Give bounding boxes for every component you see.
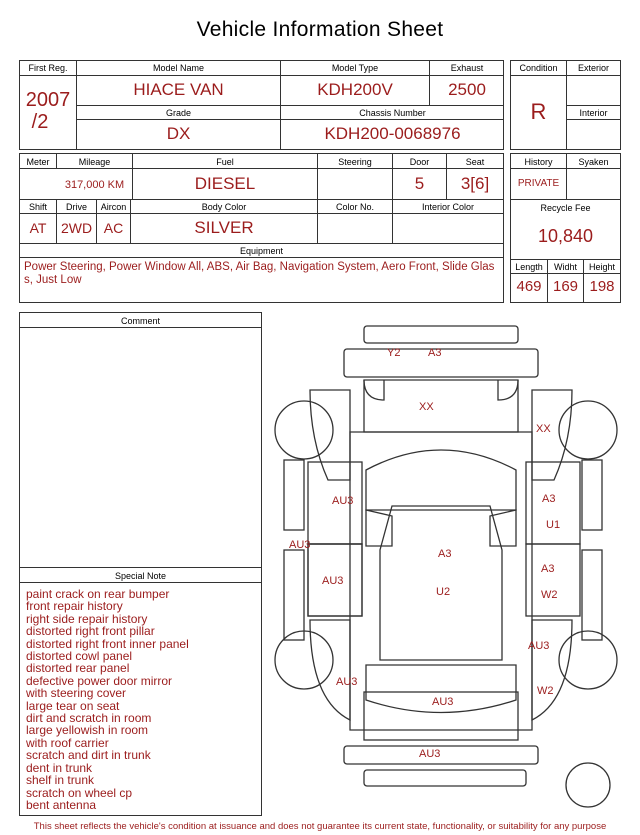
note-item: shelf in trunk bbox=[26, 773, 95, 788]
exterior-label: Exterior bbox=[577, 63, 609, 73]
right-rear-fender-shape bbox=[532, 620, 572, 720]
damage-right-front-door-a: A3 bbox=[542, 493, 556, 505]
damage-left-rear-door: AU3 bbox=[322, 575, 344, 587]
damage-right-front-fender: XX bbox=[536, 423, 551, 435]
body-color-label: Body Color bbox=[201, 202, 247, 212]
car-damage-diagram bbox=[270, 320, 630, 820]
equipment-value: Power Steering, Power Window All, ABS, Air Bag, Navigation System, Aero Front, Slide Glass, Just Low bbox=[24, 261, 495, 286]
damage-right-rear-fender-a: AU3 bbox=[528, 640, 550, 652]
damage-left-pillar: AU3 bbox=[289, 539, 311, 551]
note-item: distorted rear panel bbox=[26, 661, 130, 676]
grade-label: Grade bbox=[165, 108, 191, 118]
chassis-value: KDH200-0068976 bbox=[324, 124, 461, 143]
vehicle-id-table bbox=[19, 60, 504, 150]
shift-label: Shift bbox=[28, 202, 47, 212]
left-front-wheel-shape bbox=[275, 401, 333, 459]
note-item: with steering cover bbox=[26, 686, 127, 701]
note-item: scratch and dirt in trunk bbox=[26, 748, 151, 763]
damage-right-rear-door-a: A3 bbox=[541, 563, 555, 575]
note-item: bent antenna bbox=[26, 797, 97, 812]
first-reg-month: /2 bbox=[31, 111, 49, 133]
mileage-value: 317,000 KM bbox=[64, 179, 125, 191]
note-item: dent in trunk bbox=[26, 760, 93, 775]
drive-value: 2WD bbox=[60, 220, 93, 236]
left-quarter-window-shape bbox=[366, 510, 392, 546]
spare-wheel-shape bbox=[566, 763, 610, 807]
drive-label: Drive bbox=[65, 202, 87, 212]
note-item: distorted right front inner panel bbox=[26, 636, 189, 651]
right-headlight-shape bbox=[498, 380, 518, 400]
specs-table bbox=[19, 153, 504, 303]
height-label: Height bbox=[588, 262, 615, 272]
door-label: Door bbox=[409, 157, 430, 167]
steering-label: Steering bbox=[338, 157, 372, 167]
chassis-label: Chassis Number bbox=[359, 108, 426, 118]
rear-bumper-strip-shape bbox=[344, 746, 538, 764]
seat-value: 3[6] bbox=[460, 174, 490, 193]
first-reg-year: 2007 bbox=[25, 89, 71, 111]
shift-value: AT bbox=[29, 220, 47, 236]
note-item: defective power door mirror bbox=[26, 673, 173, 688]
model-name-label: Model Name bbox=[152, 63, 205, 73]
disclaimer-footer: This sheet reflects the vehicle's condition at issuance and does not guarantee its current state, functionality, or suitability for any purpose bbox=[33, 821, 607, 832]
damage-left-rear-fender: AU3 bbox=[336, 676, 358, 688]
note-item: large tear on seat bbox=[26, 698, 120, 713]
note-item: large yellowish in room bbox=[26, 723, 149, 738]
damage-front-bumper-left: Y2 bbox=[387, 347, 401, 359]
special-note-list bbox=[26, 588, 260, 811]
sheet-title: Vehicle Information Sheet bbox=[196, 18, 444, 41]
damage-roof-a: A3 bbox=[438, 548, 452, 560]
note-item: paint crack on rear bumper bbox=[26, 587, 170, 601]
recycle-fee-label: Recycle Fee bbox=[540, 203, 591, 213]
right-front-fender-shape bbox=[532, 390, 572, 480]
aircon-label: Aircon bbox=[100, 202, 127, 212]
history-label: History bbox=[524, 157, 553, 167]
condition-grade: R bbox=[530, 99, 547, 124]
fuel-label: Fuel bbox=[216, 157, 234, 167]
body-outline-shape bbox=[350, 432, 532, 730]
condition-table bbox=[510, 60, 621, 150]
history-table bbox=[510, 153, 621, 303]
damage-tailgate: AU3 bbox=[432, 696, 454, 708]
fuel-value: DIESEL bbox=[194, 174, 256, 193]
note-item: distorted right front pillar bbox=[26, 624, 155, 639]
syaken-label: Syaken bbox=[578, 157, 609, 167]
history-value: PRIVATE bbox=[517, 178, 560, 189]
note-item: right side repair history bbox=[26, 611, 148, 626]
condition-label: Condition bbox=[519, 63, 558, 73]
left-rear-fender-shape bbox=[310, 620, 350, 720]
damage-right-rear-fender-b: W2 bbox=[537, 685, 554, 697]
aircon-value: AC bbox=[103, 220, 124, 236]
left-step-shape bbox=[284, 460, 304, 530]
roof-shape bbox=[380, 506, 502, 660]
damage-hood: XX bbox=[419, 401, 434, 413]
right-quarter-window-shape bbox=[490, 510, 516, 546]
damage-left-front-door: AU3 bbox=[332, 495, 354, 507]
first-reg-label: First Reg. bbox=[28, 63, 68, 73]
exhaust-label: Exhaust bbox=[450, 63, 484, 73]
model-name-value: HIACE VAN bbox=[133, 80, 224, 99]
left-headlight-shape bbox=[364, 380, 384, 400]
height-value: 198 bbox=[589, 278, 615, 295]
width-value: 169 bbox=[552, 278, 579, 295]
equipment-label: Equipment bbox=[239, 246, 284, 256]
length-value: 469 bbox=[516, 278, 542, 295]
model-type-label: Model Type bbox=[331, 63, 379, 73]
right-rear-door-shape bbox=[526, 544, 580, 616]
rear-bumper-shape bbox=[364, 770, 526, 786]
model-type-value: KDH200V bbox=[317, 80, 393, 99]
front-bumper-shape bbox=[364, 326, 518, 343]
length-label: Length bbox=[515, 262, 543, 272]
damage-right-rear-door-b: W2 bbox=[541, 589, 558, 601]
right-side-strip-shape bbox=[582, 550, 602, 640]
windshield-shape bbox=[366, 450, 516, 510]
left-side-strip-shape bbox=[284, 550, 304, 640]
body-color-value: SILVER bbox=[194, 218, 254, 237]
width-label: Widht bbox=[553, 262, 577, 272]
damage-rear-bumper: AU3 bbox=[419, 748, 441, 760]
note-item: dirt and scratch in room bbox=[26, 711, 152, 726]
interior-color-label: Interior Color bbox=[421, 202, 475, 212]
door-value: 5 bbox=[414, 174, 425, 193]
damage-right-front-door-b: U1 bbox=[546, 519, 561, 531]
recycle-fee-value: 10,840 bbox=[537, 226, 594, 246]
interior-label: Interior bbox=[579, 108, 608, 118]
damage-front-bumper-right: A3 bbox=[428, 347, 442, 359]
mileage-label: Mileage bbox=[78, 157, 111, 167]
right-step-shape bbox=[582, 460, 602, 530]
note-item: distorted cowl panel bbox=[26, 649, 133, 664]
exhaust-value: 2500 bbox=[448, 80, 486, 99]
meter-label: Meter bbox=[26, 157, 50, 167]
comment-label: Comment bbox=[120, 316, 160, 326]
special-note-panel bbox=[19, 567, 262, 816]
hood-shape bbox=[364, 380, 518, 432]
damage-roof-b: U2 bbox=[436, 586, 451, 598]
grade-value: DX bbox=[166, 124, 191, 143]
note-item: front repair history bbox=[26, 599, 123, 614]
comment-panel bbox=[19, 312, 262, 568]
note-item: with roof carrier bbox=[26, 735, 109, 750]
color-no-label: Color No. bbox=[335, 202, 374, 212]
seat-label: Seat bbox=[465, 157, 485, 167]
right-front-wheel-shape bbox=[559, 401, 617, 459]
note-item: scratch on wheel cp bbox=[26, 785, 133, 800]
special-note-label: Special Note bbox=[114, 571, 167, 581]
